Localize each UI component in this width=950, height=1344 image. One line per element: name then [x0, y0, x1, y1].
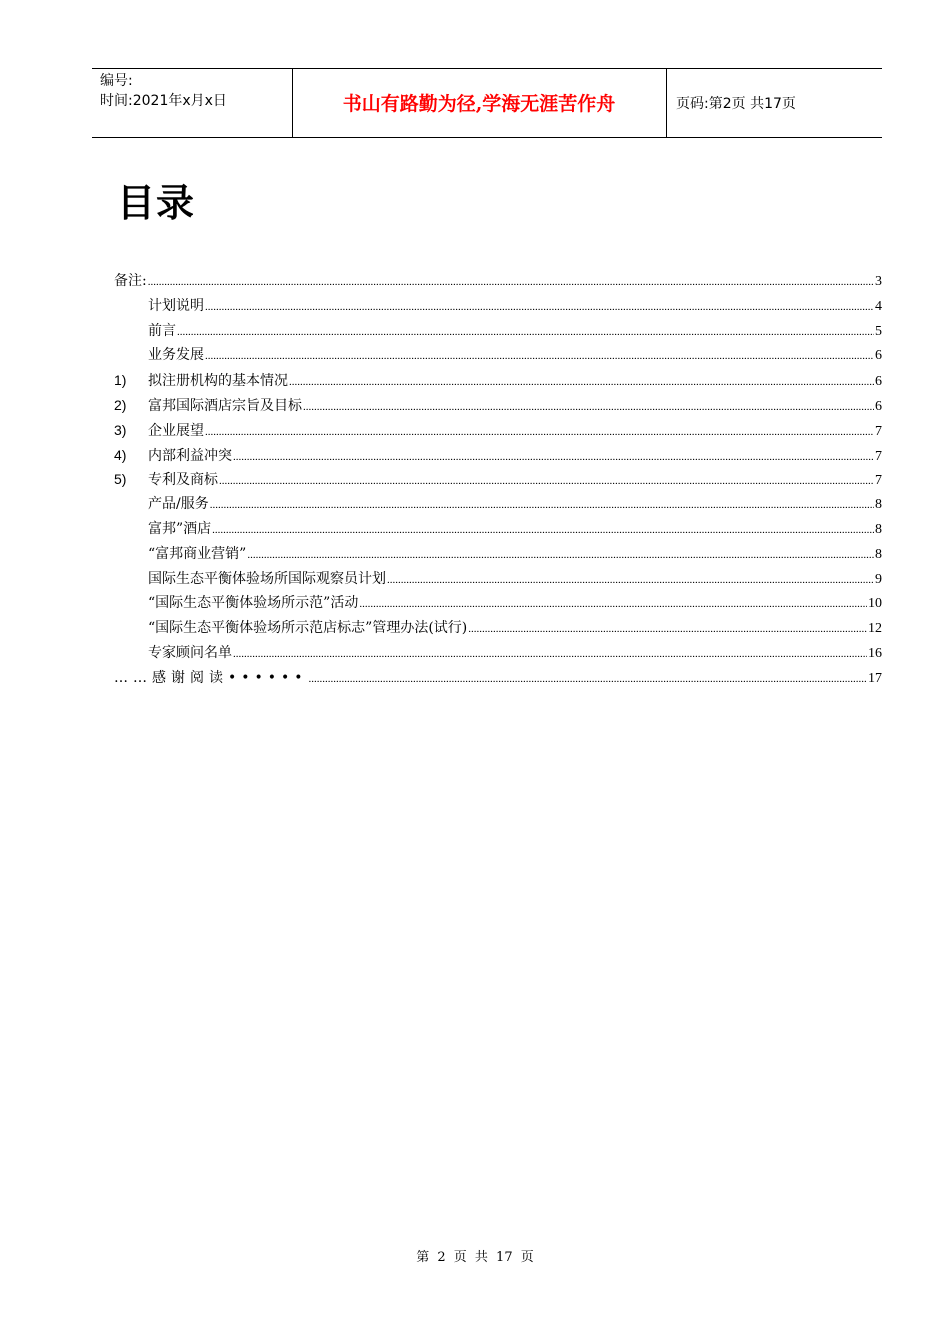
toc-entry-label: 前言	[148, 322, 176, 339]
toc-entry-label: 计划说明	[148, 297, 204, 314]
toc-entry[interactable]	[114, 269, 882, 294]
toc-dot-leader	[289, 370, 874, 395]
toc-entry-page: 12	[868, 621, 882, 637]
toc-entry-page: 6	[875, 374, 882, 390]
toc-entry-page: 16	[868, 645, 882, 661]
toc-entry[interactable]	[114, 319, 882, 344]
toc-dot-leader	[303, 395, 874, 420]
toc-entry-page: 8	[875, 546, 882, 562]
toc-entry-label: 业务发展	[148, 347, 204, 364]
toc-entry[interactable]	[114, 443, 882, 468]
toc-entry-label: 富邦国际酒店宗旨及目标	[148, 397, 302, 414]
toc-entry-label: 专家顾问名单	[148, 644, 232, 661]
toc-entry-label: 国际生态平衡体验场所国际观察员计划	[148, 570, 386, 587]
toc-dot-leader	[359, 592, 867, 617]
toc-entry-page: 4	[875, 298, 882, 314]
toc-entry-page: 10	[868, 596, 882, 612]
toc-dot-leader	[387, 568, 874, 593]
toc-dot-leader	[233, 445, 874, 470]
header-divider	[666, 69, 667, 137]
toc-dot-leader	[205, 420, 874, 445]
toc-entry-number: 1)	[114, 372, 127, 389]
toc-entry[interactable]	[114, 666, 882, 691]
toc-entry[interactable]	[114, 393, 882, 418]
toc-entry[interactable]	[114, 368, 882, 393]
toc-dot-leader	[468, 617, 867, 642]
toc-dot-leader	[205, 295, 874, 320]
toc-entry-page: 5	[875, 323, 882, 339]
toc-entry-page: 7	[875, 473, 882, 489]
toc-entry-number: 5)	[114, 471, 127, 488]
toc-dot-leader	[205, 344, 874, 369]
toc-entry-page: 6	[875, 348, 882, 364]
table-of-contents	[114, 269, 882, 691]
toc-entry[interactable]	[114, 467, 882, 492]
header-motto: 书山有路勤为径,学海无涯苦作舟	[342, 93, 616, 115]
header-meta	[100, 71, 227, 111]
page-header	[92, 68, 882, 138]
number-label: 编号:	[100, 73, 133, 89]
toc-entry[interactable]	[114, 591, 882, 616]
toc-dot-leader	[177, 320, 874, 345]
toc-dot-leader	[210, 493, 874, 518]
toc-entry[interactable]	[114, 492, 882, 517]
toc-entry-label: 内部利益冲突	[148, 447, 232, 464]
toc-dot-leader	[219, 469, 874, 494]
toc-dot-leader	[247, 543, 874, 568]
toc-entry-page: 7	[875, 448, 882, 464]
toc-entry-label: 拟注册机构的基本情况	[148, 373, 288, 390]
toc-dot-leader	[148, 270, 874, 295]
toc-entry[interactable]	[114, 343, 882, 368]
toc-entry[interactable]	[114, 418, 882, 443]
toc-dot-leader	[212, 518, 874, 543]
toc-entry-page: 8	[875, 521, 882, 537]
toc-dot-leader	[309, 667, 867, 692]
toc-entry-page: 3	[875, 274, 882, 289]
toc-entry[interactable]	[114, 517, 882, 542]
toc-dot-leader	[233, 642, 867, 667]
toc-entry-page: 7	[875, 423, 882, 439]
toc-entry-page: 6	[875, 398, 882, 414]
header-page-info: 页码:第2页 共17页	[676, 96, 796, 112]
toc-entry-page: 17	[868, 670, 882, 686]
toc-entry[interactable]	[114, 542, 882, 567]
toc-entry-label: ……感谢阅读••••••	[114, 669, 308, 686]
toc-entry-number: 3)	[114, 421, 127, 438]
toc-entry-label: 富邦”酒店	[148, 520, 212, 537]
toc-entry-label: “国际生态平衡体验场所示范”活动	[148, 595, 359, 612]
toc-entry-number: 4)	[114, 446, 127, 463]
toc-entry-label: “国际生态平衡体验场所示范店标志”管理办法(试行)	[148, 620, 468, 637]
toc-entry-label: 企业展望	[148, 422, 204, 439]
toc-entry-number: 2)	[114, 396, 127, 413]
time-label: 时间:2021年x月x日	[100, 93, 227, 109]
toc-entry[interactable]	[114, 567, 882, 592]
toc-entry-label: 专利及商标	[148, 472, 218, 489]
page-title: 目录	[117, 181, 196, 225]
toc-entry[interactable]	[114, 616, 882, 641]
toc-entry-page: 8	[875, 497, 882, 513]
toc-entry[interactable]	[114, 294, 882, 319]
page-footer: 第 2 页 共 17 页	[416, 1250, 534, 1265]
toc-entry-page: 9	[875, 571, 882, 587]
toc-entry-label: 备注:	[114, 273, 147, 289]
toc-entry-label: “富邦商业营销”	[148, 545, 247, 562]
toc-entry[interactable]	[114, 641, 882, 666]
toc-entry-label: 产品/服务	[148, 496, 209, 513]
